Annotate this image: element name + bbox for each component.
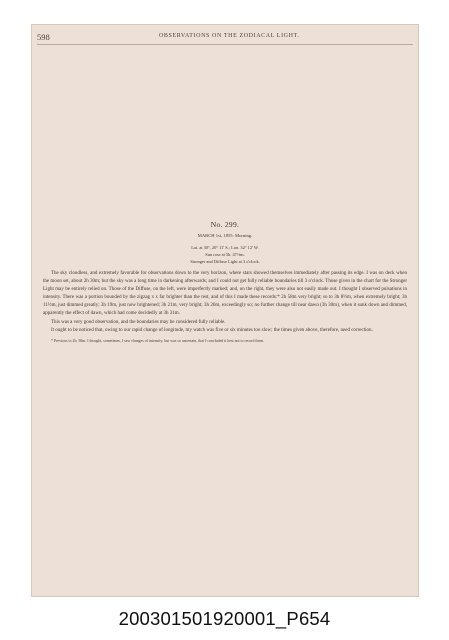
paragraph: It ought to be noticed that, owing to our rapid change of longitude, my watch was five or six minutes too slow; the times given above, therefore, need correction.: [51, 327, 373, 333]
meta-line: Stronger and Diffuse Light at 3 o'clock.: [190, 259, 260, 264]
running-header: [31, 32, 419, 42]
entry-number: No. 299.: [210, 220, 240, 229]
page-number: 598: [37, 32, 50, 42]
header-rule: [37, 44, 413, 45]
document-page: [31, 24, 419, 597]
running-title: OBSERVATIONS ON THE ZODIACAL LIGHT.: [159, 33, 300, 39]
paragraph: The sky cloudless, and extremely favorable for observations down to the very horizon, where stars showed themselves immediately after passing its edge. I was on deck when the moon set, about 2h 30m; but the sky was a long time in darkening afterwards; and I could not get fully reliable boundaries till 3 o'clock. Those given in the chart for the Stronger Light may be entirely relied on. Those of the Diffuse, on the left, were imperfectly marked; and, on the right, they were also not easily made out. I thought I observed pulsations in intensity. There was a portion bounded by the zigzag x x far brighter than the rest, and of this I made these records:* 2h 58m very bright; so to 3h 8½m, when extremely bright; 3h 11½m, just dimmed greatly; 3h 19m, just now brightened; 3h 21m, very bright; 3h 26m, exceedingly so; no further change till near dawn (3h 30m), when it sunk down and dimmed, apparently the effect of dawn, which had come decidedly at 3h 31m.: [43, 271, 407, 317]
meta-line: Lat. at 30°, 20° 11' S.; Lon. 32° 12' W.: [191, 245, 259, 250]
archive-id-caption: 200301501920001_P654: [118, 608, 331, 629]
footnote: * Previous to 2h. 58m. I thought, sometimes, I saw changes of intensity; but was so uncertain, that I concluded it best not to record them.: [51, 338, 265, 343]
entry-meta: [31, 244, 419, 265]
body-text: [43, 270, 407, 348]
meta-line: Sun rose at 5h. 47½m.: [205, 252, 245, 257]
paragraph: This was a very good observation, and the boundaries may be considered fully reliable.: [51, 319, 226, 325]
entry-date: MARCH 1st, 1855: Morning.: [197, 233, 253, 238]
